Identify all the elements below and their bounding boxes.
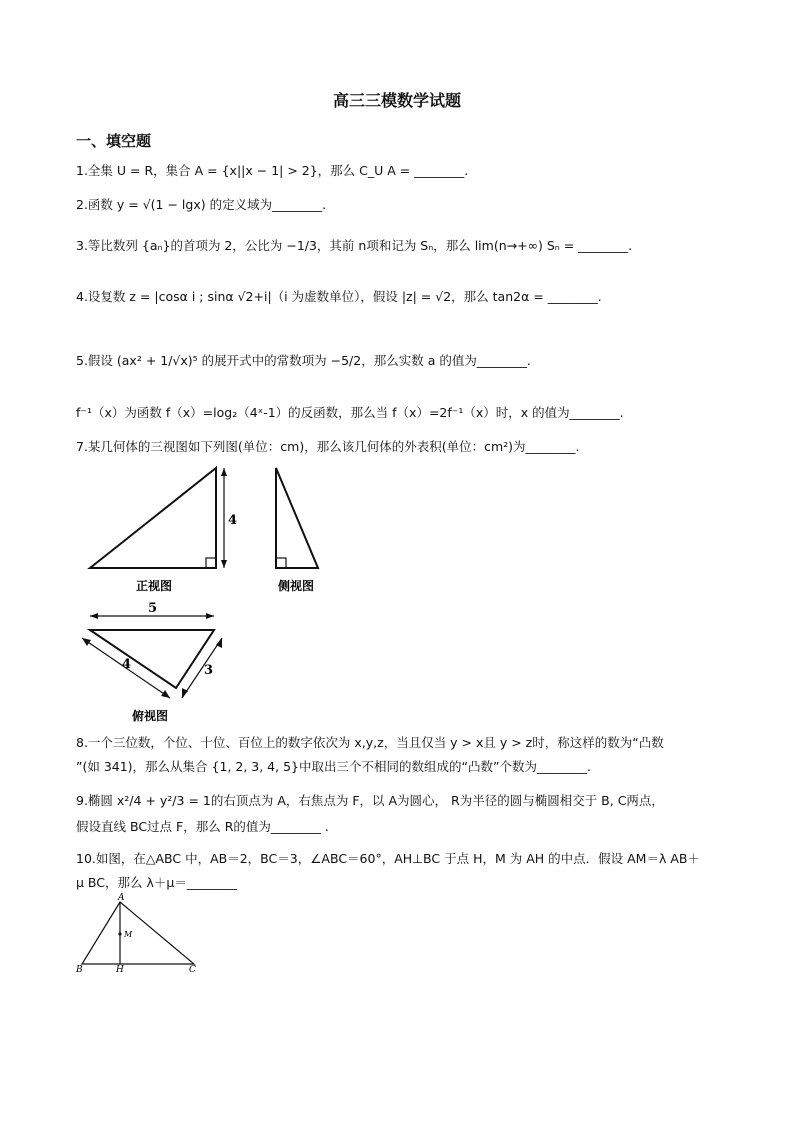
point-m-label: M — [124, 930, 133, 939]
q9-line-1: 9.椭圆 x²/4 + y²/3 = 1的右顶点为 A，右焦点为 F，以 A为圆心， R为半径的圆与椭圆相交于 B, C两点， — [76, 793, 664, 808]
q7-text: 7.某几何体的三视图如下列图(单位：cm)，那么该几何体的外表积(单位：cm²)为________. — [76, 439, 580, 454]
point-h-label: H — [116, 965, 124, 975]
question-2 — [76, 196, 326, 214]
q4-text: 4.设复数 z = |cosα i ; sinα √2+i|（i 为虚数单位），假设 |z| = √2，那么 tan2α = ________. — [76, 289, 602, 304]
front-view — [90, 468, 237, 593]
vertex-b-label: B — [76, 965, 83, 975]
side-view — [276, 468, 318, 593]
page-title: 高三三模数学试题 — [332, 91, 461, 110]
front-view-label: 正视图 — [136, 579, 173, 593]
q3-text: 3.等比数列 {aₙ}的首项为 2，公比为 −1/3，其前 n项和记为 Sₙ，那么 lim(n→+∞) Sₙ = ________. — [76, 238, 633, 253]
question-7 — [76, 438, 580, 456]
vertex-a-label: A — [118, 893, 125, 903]
q10-line-1: 10.如图，在△ABC 中，AB＝2，BC＝3，∠ABC＝60°，AH⊥BC 于点 H，M 为 AH 的中点．假设 AM＝λ AB＋ — [76, 851, 700, 866]
top-view-label: 俯视图 — [132, 709, 169, 723]
question-5 — [76, 352, 531, 370]
q8-line-2: ”(如 341)，那么从集合 {1, 2, 3, 4, 5}中取出三个不相同的数组成的“凸数”个数为________. — [76, 759, 591, 774]
vertex-c-label: C — [189, 965, 196, 975]
three-view-figure — [78, 462, 338, 727]
section-heading: 一、填空题 — [76, 132, 152, 150]
q1-text: 1.全集 U = R，集合 A = {x||x − 1| > 2}，那么 C_U A = ________. — [76, 163, 469, 178]
question-4 — [76, 288, 602, 306]
q2-text: 2.函数 y = √(1 − lgx) 的定义域为________. — [76, 197, 327, 212]
triangle-figure — [74, 892, 204, 976]
front-height-label: 4 — [228, 513, 238, 528]
q10-line-2: μ BC，那么 λ＋μ＝________ — [76, 875, 237, 890]
question-6 — [76, 404, 624, 422]
top-length-label: 5 — [148, 601, 158, 616]
q6-text: f⁻¹（x）为函数 f（x）=log₂（4ˣ-1）的反函数，那么当 f（x）=2f⁻¹（x）时，x 的值为________. — [76, 405, 624, 420]
q8-line-1: 8.一个三位数，个位、十位、百位上的数字依次为 x,y,z，当且仅当 y > x且 y > z时，称这样的数为“凸数 — [76, 735, 664, 750]
top-right-label: 3 — [204, 663, 214, 678]
question-3 — [76, 237, 632, 255]
question-8 — [76, 734, 664, 776]
top-left-label: 4 — [122, 657, 132, 672]
question-10 — [76, 850, 700, 892]
q5-text: 5.假设 (ax² + 1/√x)⁵ 的展开式中的常数项为 −5/2，那么实数 a 的值为________. — [76, 353, 531, 368]
question-9 — [76, 792, 664, 836]
q9-line-2: 假设直线 BC过点 F，那么 R的值为________ . — [76, 819, 329, 834]
top-view — [82, 601, 222, 723]
side-view-label: 侧视图 — [278, 579, 315, 593]
question-1 — [76, 162, 468, 180]
